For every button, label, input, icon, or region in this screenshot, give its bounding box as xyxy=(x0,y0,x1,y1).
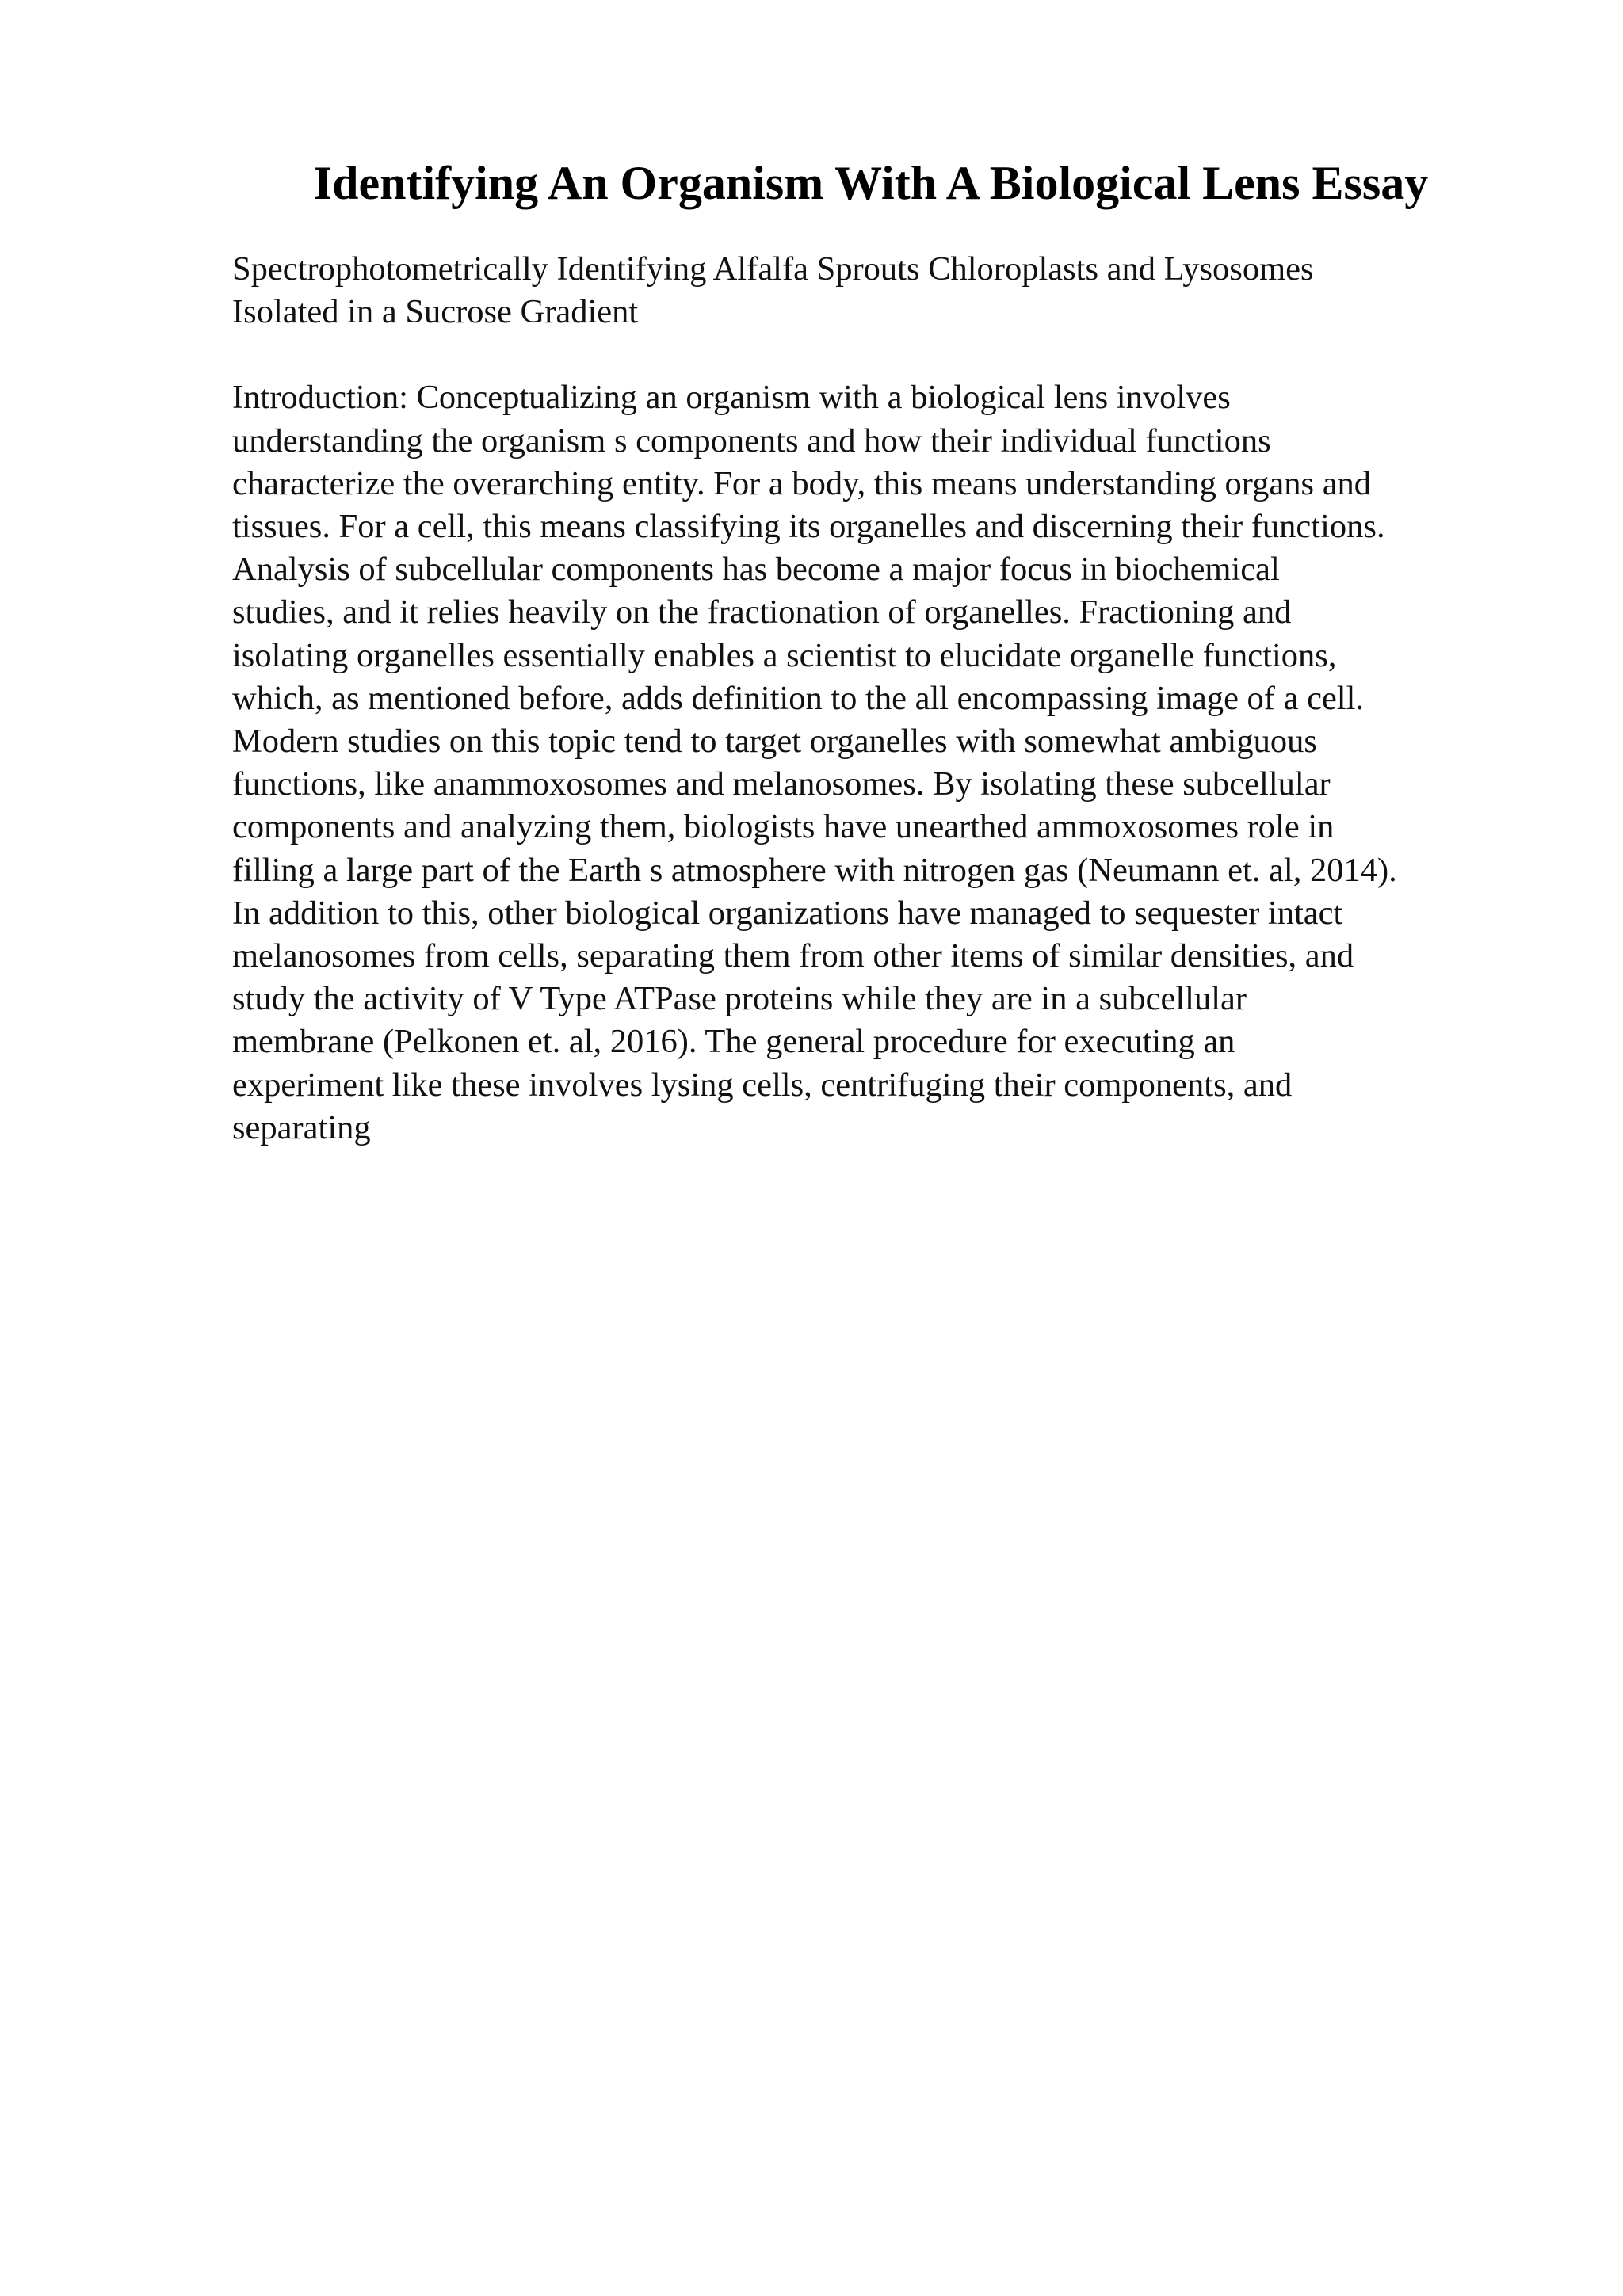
paragraph-line: filling a large part of the Earth s atmosphere with nitrogen gas (Neumann et. al, 2014). xyxy=(232,851,1397,889)
paragraph-line: tissues. For a cell, this means classifying its organelles and discerning their functions. xyxy=(232,508,1385,546)
paragraph-line: which, as mentioned before, adds definition to the all encompassing image of a cell. xyxy=(232,679,1365,717)
paragraph-line: study the activity of V Type ATPase proteins while they are in a subcellular xyxy=(232,980,1247,1018)
paragraph-line: experiment like these involves lysing cells, centrifuging their components, and xyxy=(232,1066,1293,1104)
paragraph-line: characterize the overarching entity. For a body, this means understanding organs and xyxy=(232,464,1372,502)
paragraph-line: In addition to this, other biological organizations have managed to sequester intact xyxy=(232,894,1343,932)
introduction-paragraph xyxy=(232,376,1548,1150)
subtitle-line: Spectrophotometrically Identifying Alfalfa Sprouts Chloroplasts and Lysosomes xyxy=(232,250,1314,288)
document-title: Identifying An Organism With A Biological Lens Essay xyxy=(313,157,1429,209)
paragraph-spacer xyxy=(232,334,1548,376)
paragraph-line: understanding the organism s components and how their individual functions xyxy=(232,421,1271,460)
paragraph-line: functions, like anammoxosomes and melanosomes. By isolating these subcellular xyxy=(232,765,1331,803)
paragraph-line: Modern studies on this topic tend to target organelles with somewhat ambiguous xyxy=(232,723,1317,761)
subtitle-line: Isolated in a Sucrose Gradient xyxy=(232,293,639,331)
paragraph-line: components and analyzing them, biologists have unearthed ammoxosomes role in xyxy=(232,808,1335,846)
paragraph-line: Introduction: Conceptualizing an organism with a biological lens involves xyxy=(232,379,1231,417)
paragraph-line: isolating organelles essentially enables a scientist to elucidate organelle functions, xyxy=(232,636,1337,674)
paragraph-line: Analysis of subcellular components has become a major focus in biochemical xyxy=(232,551,1280,589)
paragraph-line: melanosomes from cells, separating them from other items of similar densities, and xyxy=(232,937,1354,975)
paragraph-line: separating xyxy=(232,1108,371,1146)
paragraph-line: membrane (Pelkonen et. al, 2016). The general procedure for executing an xyxy=(232,1023,1235,1061)
paragraph-line: studies, and it relies heavily on the fractionation of organelles. Fractioning and xyxy=(232,593,1292,631)
document-body xyxy=(232,248,1548,1150)
document-subtitle xyxy=(232,248,1548,334)
